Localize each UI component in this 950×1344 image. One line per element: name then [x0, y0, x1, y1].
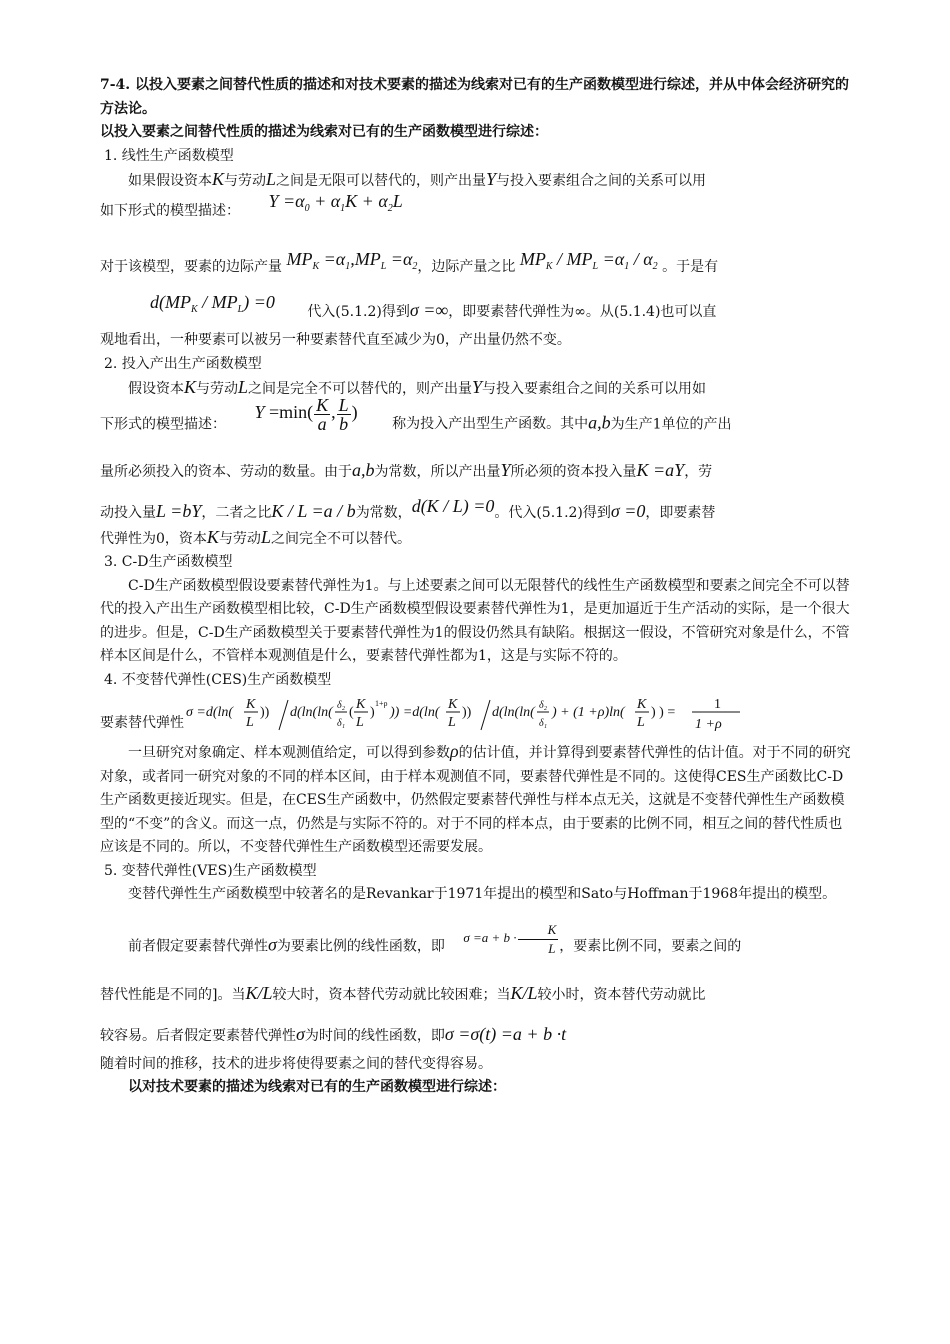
- svg-text:K: K: [246, 697, 256, 712]
- s4-body: 一旦研究对象确定、样本观测值给定，可以得到参数ρ的估计值，并计算得到要素替代弹性的估计值。对于不同的研究对象，或者同一研究对象的不同的样本区间，由于样本观测值不同，要素替代弹性是不同的。这使得CES生产函数比C-D生产函数更接近现实。但是，在CES生产函数中，仍然假定要素替代弹性与样本点无关，这就是不变替代弹性生产函数模型的“不变”的含义。而这一点，仍然是与实际不符的。对于不同的样本点，由于要素的比例不同，相互之间的替代性质也应该是不同的。所以，不变替代弹性生产函数模型还需要发展。: [100, 741, 851, 855]
- svg-text:σ =d(ln(: σ =d(ln(: [186, 705, 234, 720]
- question-number: 7-4.: [100, 77, 131, 93]
- s2-paragraph-5: 代弹性为0，资本K与劳动L之间完全不可以替代。: [100, 526, 411, 547]
- s5-paragraph-5: 随着时间的推移，技术的进步将使得要素之间的替代变得容易。: [100, 1055, 492, 1072]
- s5-paragraph-4: 较容易。后者假定要素替代弹性σ为时间的线性函数，即σ =σ(t) =a + b ·t: [100, 1024, 567, 1044]
- svg-text:δ₂: δ₂: [337, 700, 346, 711]
- svg-text:δ₂: δ₂: [539, 700, 548, 711]
- svg-text:(: (: [349, 705, 354, 720]
- svg-text:K: K: [448, 697, 458, 712]
- s3-title: 3. C-D生产函数模型: [104, 554, 233, 570]
- linear-model-equation: $Y =\alpha_0 + \alpha_1K + \alpha_2L$: [268, 190, 403, 214]
- svg-text:L: L: [448, 715, 456, 730]
- ces-formula: [184, 694, 784, 740]
- s5-paragraph-1: 变替代弹性生产函数模型中较著名的是Revankar于1971年提出的模型和Sato与Hoffman于1968年提出的模型。: [128, 886, 837, 902]
- s1-paragraph-3: 对于该模型，要素的边际产量 $MP_K =\alpha_1,MP_L =\alpha_2$，边际产量之比 $MP_K / MP_L =\alpha_1 / \alpha_2$ 。于是有: [100, 249, 719, 275]
- s1-paragraph-5: 观地看出，一种要素可以被另一种要素替代直至减少为0，产出量仍然不变。: [100, 332, 571, 348]
- svg-text:)): )): [462, 705, 472, 720]
- s3-body: C-D生产函数模型假设要素替代弹性为1。与上述要素之间可以无限替代的线性生产函数模型和要素之间完全不可以替代的投入产出生产函数模型相比较，C-D生产函数模型假设要素替代弹性为1，是更加逼近于生产活动的实际，是一个很大的进步。但是，C-D生产函数模型关于要素替代弹性为1的假设仍然具有缺陷。根据这一假设，不管研究对象是什么，不管样本区间是什么，不管样本观测值是什么，要素替代弹性都为1，这是与实际不符的。: [100, 577, 850, 664]
- svg-text:L: L: [356, 715, 364, 730]
- s5-title: 5. 变替代弹性(VES)生产函数模型: [104, 862, 317, 879]
- svg-text:) ) =: ) ) =: [651, 705, 676, 720]
- svg-text:K: K: [637, 697, 647, 712]
- section-heading-technology: 以对技术要素的描述为线索对已有的生产函数模型进行综述：: [128, 1079, 506, 1095]
- s2-paragraph-2: 下形式的模型描述： Y =min( $\frac{K}{a}$ , $\frac{L}{b}$ ) 称为投入产出型生产函数。其中a,b为生产1单位的产出: [100, 394, 732, 434]
- svg-text:)) =d(ln(: )) =d(ln(: [390, 705, 440, 720]
- svg-text:L: L: [246, 715, 254, 730]
- svg-text:d(ln(ln(: d(ln(ln(: [290, 705, 333, 720]
- s1-title: 1. 线性生产函数模型: [104, 147, 234, 164]
- svg-text:δ₁: δ₁: [539, 718, 548, 729]
- svg-text:δ₁: δ₁: [337, 718, 346, 729]
- s1-paragraph-1: 如果假设资本K与劳动L之间是无限可以替代的，则产出量Y与投入要素组合之间的关系可以用: [128, 169, 707, 189]
- section-heading-substitution: 以投入要素之间替代性质的描述为线索对已有的生产函数模型进行综述：: [100, 124, 548, 140]
- svg-text:1 +ρ: 1 +ρ: [695, 717, 722, 732]
- leontief-equation: Y =min( $\frac{K}{a}$ , $\frac{L}{b}$ ): [254, 394, 358, 434]
- question-text: 以投入要素之间替代性质的描述和对技术要素的描述为线索对已有的生产函数模型进行综述，并从中体会经济研究的方法论。: [100, 77, 850, 117]
- s2-paragraph-4: 动投入量L =bY，二者之比K / L =a / b为常数，d(K / L) =0。代入(5.1.2)得到σ =0，即要素替: [100, 496, 716, 521]
- svg-text:K: K: [356, 697, 366, 712]
- svg-text:) + (1 +ρ)ln(: ) + (1 +ρ)ln(: [552, 705, 625, 720]
- svg-text:1: 1: [714, 697, 721, 712]
- svg-text:)): )): [260, 705, 270, 720]
- question-title: [100, 74, 852, 121]
- s2-paragraph-1: 假设资本K与劳动L之间是完全不可以替代的，则产出量Y与投入要素组合之间的关系可以用如: [128, 377, 707, 397]
- svg-text:1+ρ: 1+ρ: [375, 699, 388, 708]
- s2-title: 2. 投入产出生产函数模型: [104, 355, 262, 372]
- svg-text:d(ln(ln(: d(ln(ln(: [492, 705, 535, 720]
- s2-paragraph-3: 量所必须投入的资本、劳动的数量。由于a,b为常数，所以产出量Y所必须的资本投入量K =aY，劳: [100, 459, 713, 480]
- document-page: [100, 74, 852, 1100]
- s5-paragraph-2: 前者假定要素替代弹性σ为要素比例的线性函数，即 σ =a + b · $\frac{K}{L}$ ，要素比例不同，要素之间的: [128, 921, 742, 956]
- s5-paragraph-3: 替代性能是不同的]。当K/L较大时，资本替代劳动就比较困难；当K/L较小时，资本替代劳动就比: [100, 982, 706, 1003]
- svg-text:): ): [370, 705, 375, 720]
- ces-elasticity-equation: 要素替代弹性 σ =d(ln( K L )) d(ln(ln( δ₂ δ₁ ( K L ) 1+ρ )) =d(ln( K L )) d(ln(ln( δ₂ δ₁ ) + (1 +ρ)ln( K L ) ) = 1 1 +ρ: [100, 694, 852, 740]
- s4-title: 4. 不变替代弹性(CES)生产函数模型: [104, 671, 332, 688]
- s1-paragraph-2: 如下形式的模型描述： $Y =\alpha_0 + \alpha_1K + \alpha_2L$: [100, 190, 403, 219]
- s1-paragraph-4: $d(MP_K / MP_L) =0$ 代入(5.1.2)得到σ =∞，即要素替代弹性为∞。从(5.1.4)也可以直: [150, 291, 717, 320]
- svg-text:L: L: [637, 715, 645, 730]
